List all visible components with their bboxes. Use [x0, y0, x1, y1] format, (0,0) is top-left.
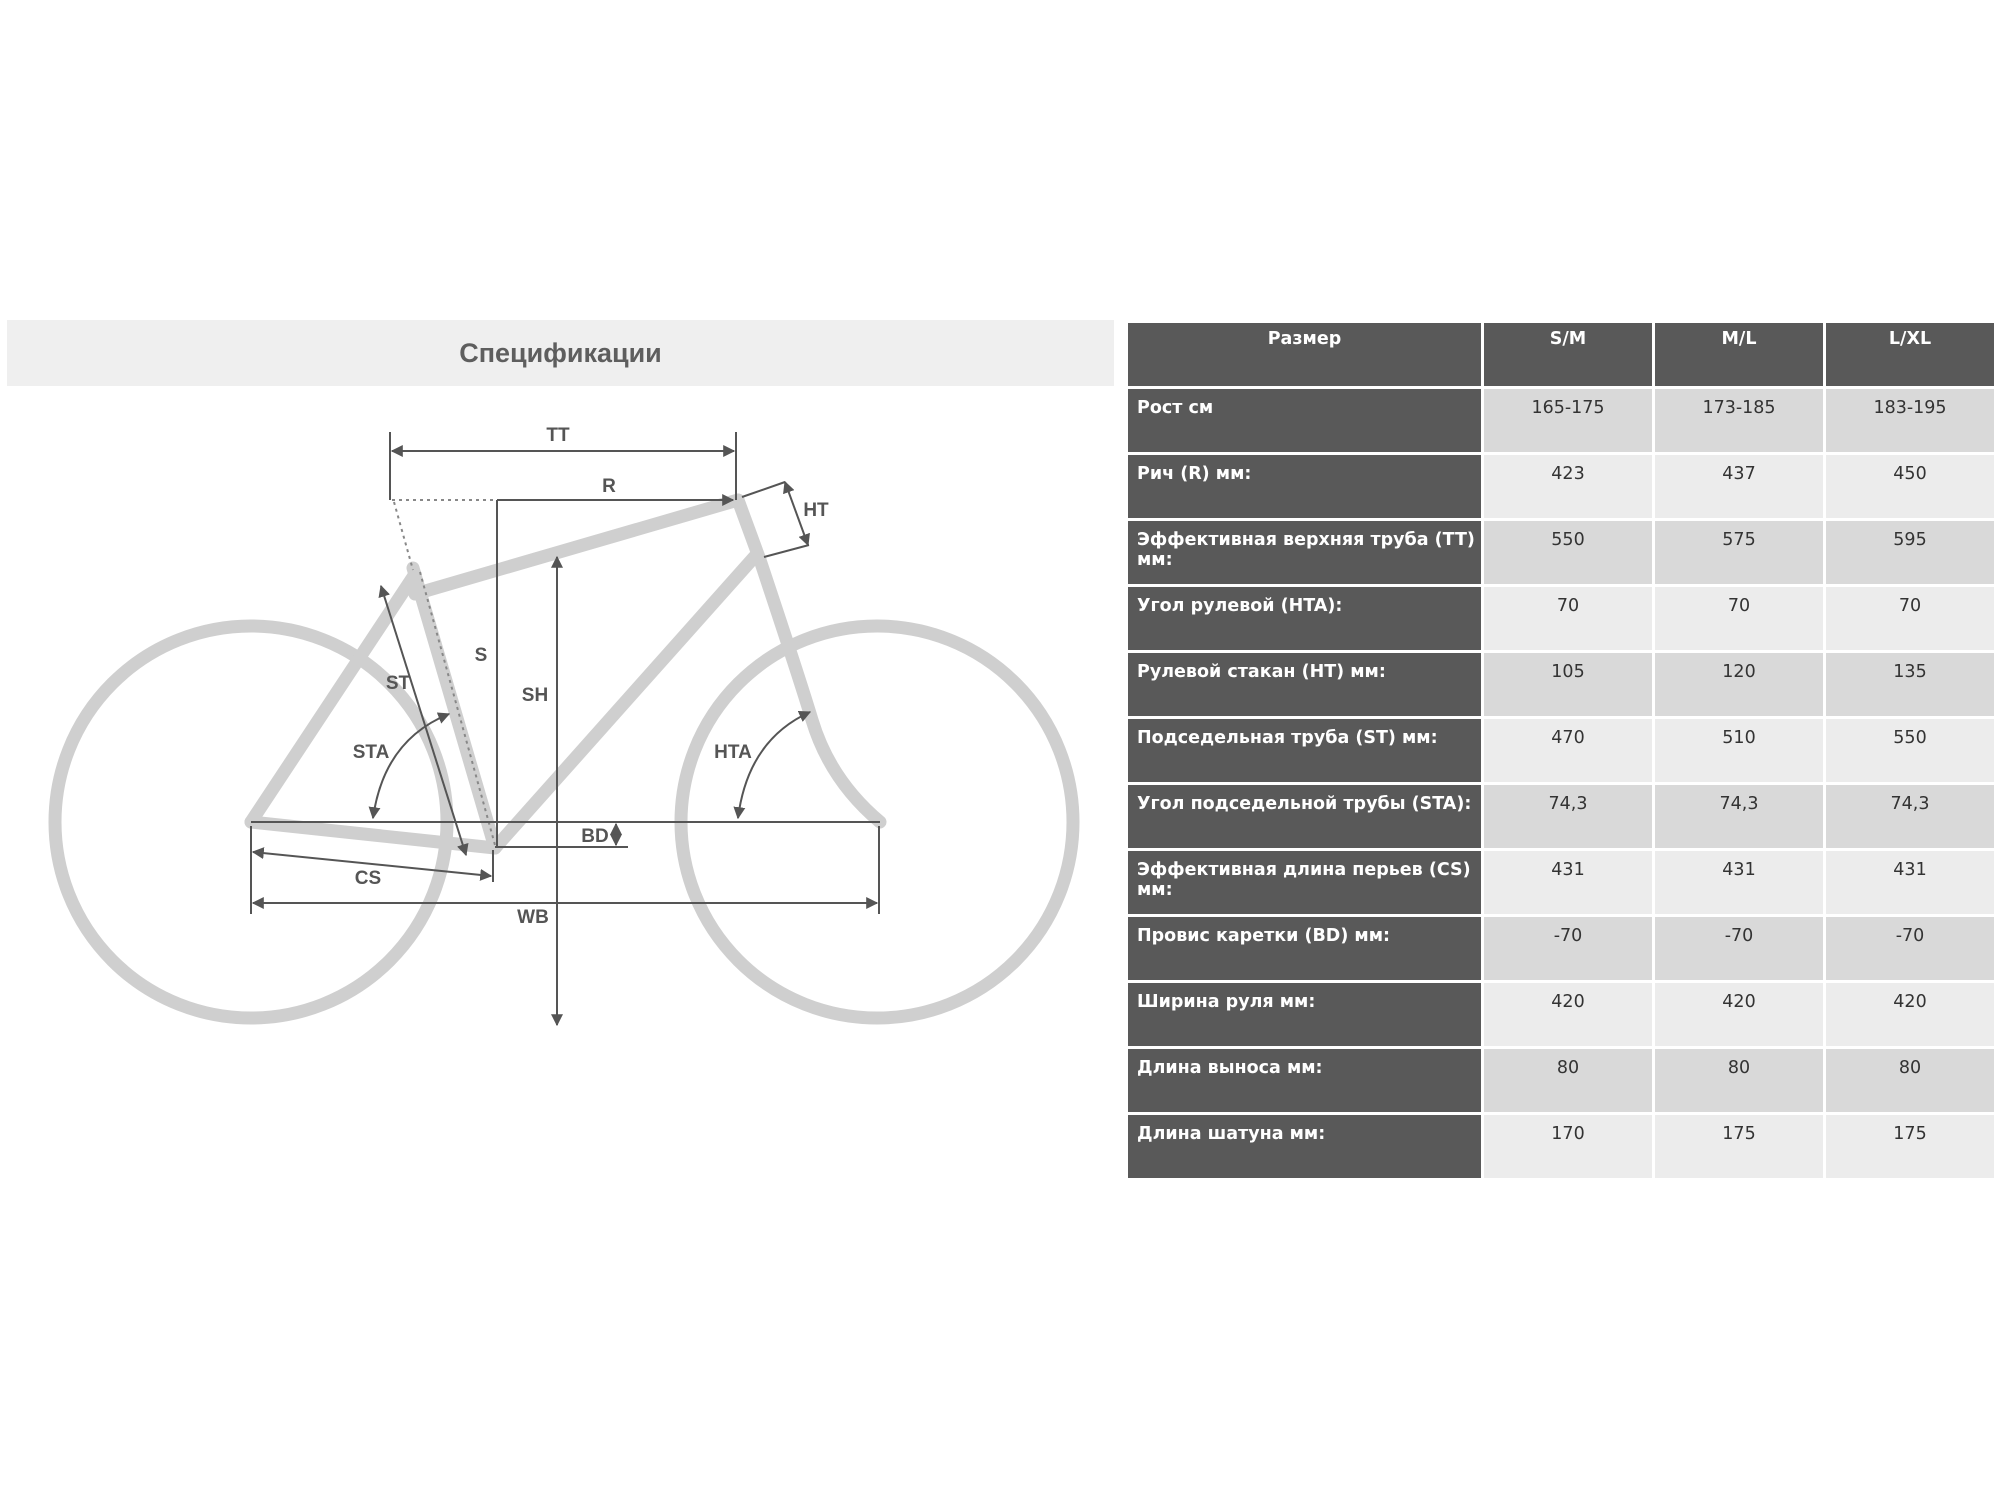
row-value: 80 [1654, 1048, 1825, 1114]
label-r: R [602, 476, 616, 497]
table-row [1127, 586, 1996, 652]
table-row [1127, 718, 1996, 784]
row-label: Подседельная труба (ST) мм: [1127, 718, 1483, 784]
label-bd: BD [581, 826, 609, 847]
row-value: 450 [1825, 454, 1996, 520]
row-value: 431 [1825, 850, 1996, 916]
row-value: 80 [1825, 1048, 1996, 1114]
table-row [1127, 850, 1996, 916]
row-label: Длина выноса мм: [1127, 1048, 1483, 1114]
row-label: Эффективная длина перьев (CS) мм: [1127, 850, 1483, 916]
row-label: Рост см [1127, 388, 1483, 454]
row-value: 420 [1483, 982, 1654, 1048]
label-s: S [474, 645, 488, 666]
row-value: 175 [1654, 1114, 1825, 1180]
row-value: 135 [1825, 652, 1996, 718]
header-size-ml: M/L [1654, 322, 1825, 388]
table-row [1127, 982, 1996, 1048]
row-value: -70 [1654, 916, 1825, 982]
row-value: 437 [1654, 454, 1825, 520]
row-value: 431 [1654, 850, 1825, 916]
page-title: Спецификации [7, 320, 1114, 386]
bike-geometry-diagram [0, 390, 1120, 1050]
label-st: ST [385, 673, 411, 694]
row-label: Рулевой стакан (HT) мм: [1127, 652, 1483, 718]
table-row [1127, 520, 1996, 586]
header-size-sm: S/M [1483, 322, 1654, 388]
row-value: 165-175 [1483, 388, 1654, 454]
table-row [1127, 916, 1996, 982]
row-value: -70 [1483, 916, 1654, 982]
row-label: Угол подседельной трубы (STA): [1127, 784, 1483, 850]
row-label: Рич (R) мм: [1127, 454, 1483, 520]
table-row [1127, 388, 1996, 454]
label-sh: SH [521, 685, 549, 706]
label-ht: HT [803, 500, 829, 521]
row-value: 550 [1825, 718, 1996, 784]
row-value: 173-185 [1654, 388, 1825, 454]
row-value: 105 [1483, 652, 1654, 718]
header-size-label: Размер [1127, 322, 1483, 388]
row-value: 420 [1654, 982, 1825, 1048]
table-row [1127, 784, 1996, 850]
table-row [1127, 1114, 1996, 1180]
label-sta: STA [352, 742, 390, 763]
header-size-lxl: L/XL [1825, 322, 1996, 388]
table-row [1127, 454, 1996, 520]
row-value: 183-195 [1825, 388, 1996, 454]
row-value: 175 [1825, 1114, 1996, 1180]
row-value: 70 [1483, 586, 1654, 652]
row-value: 70 [1654, 586, 1825, 652]
table-row [1127, 1048, 1996, 1114]
label-hta: HTA [714, 742, 752, 763]
label-wb: WB [517, 907, 549, 928]
row-value: 74,3 [1654, 784, 1825, 850]
row-value: 470 [1483, 718, 1654, 784]
table-header-row [1127, 322, 1996, 388]
row-value: 74,3 [1825, 784, 1996, 850]
spec-table [1125, 320, 1997, 1181]
row-value: 120 [1654, 652, 1825, 718]
row-value: 431 [1483, 850, 1654, 916]
spec-table-body [1127, 388, 1996, 1180]
row-label: Угол рулевой (HTA): [1127, 586, 1483, 652]
row-value: -70 [1825, 916, 1996, 982]
row-label: Провис каретки (BD) мм: [1127, 916, 1483, 982]
row-label: Эффективная верхняя труба (TT) мм: [1127, 520, 1483, 586]
row-value: 80 [1483, 1048, 1654, 1114]
table-row [1127, 652, 1996, 718]
row-value: 595 [1825, 520, 1996, 586]
row-value: 575 [1654, 520, 1825, 586]
row-value: 170 [1483, 1114, 1654, 1180]
row-label: Длина шатуна мм: [1127, 1114, 1483, 1180]
row-value: 550 [1483, 520, 1654, 586]
row-value: 510 [1654, 718, 1825, 784]
row-value: 70 [1825, 586, 1996, 652]
row-value: 74,3 [1483, 784, 1654, 850]
row-value: 420 [1825, 982, 1996, 1048]
row-label: Ширина руля мм: [1127, 982, 1483, 1048]
label-tt: TT [546, 425, 570, 446]
row-value: 423 [1483, 454, 1654, 520]
label-cs: CS [354, 868, 382, 889]
